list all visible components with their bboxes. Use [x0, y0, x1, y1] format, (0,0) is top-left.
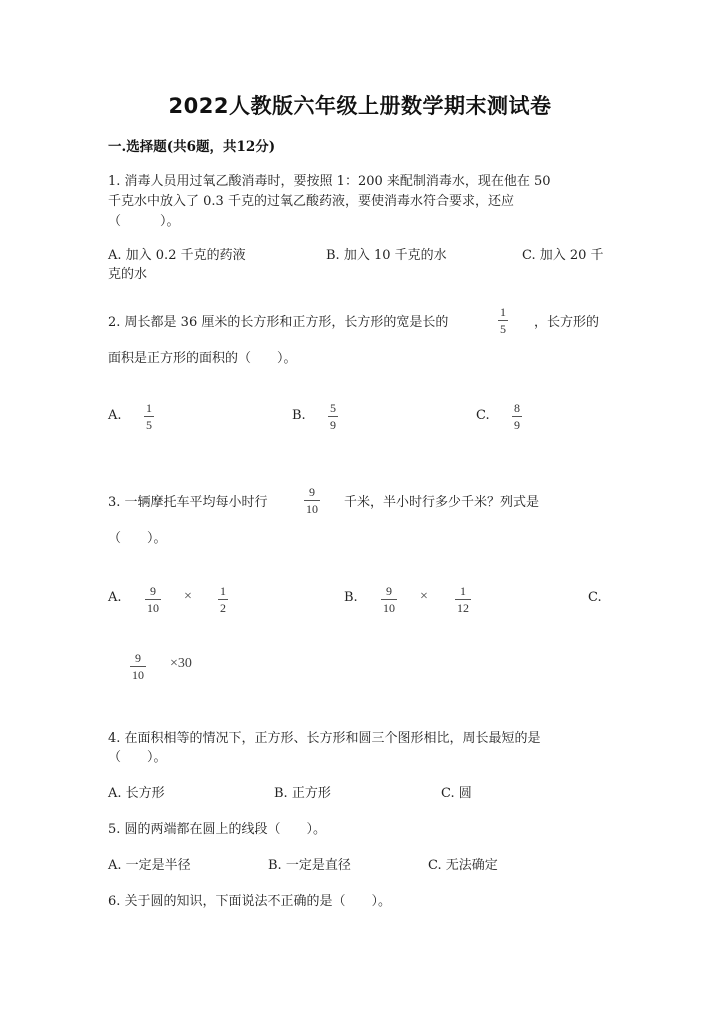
fraction-denominator: 10	[306, 502, 318, 516]
question-1-line-2: 千克水中放入了 0.3 千克的过氧乙酸药液，要使消毒水符合要求，还应	[108, 194, 514, 209]
question-3-option-a-fraction-1	[145, 584, 161, 615]
fraction-denominator: 9	[330, 418, 336, 432]
question-3-fraction	[304, 485, 320, 516]
question-3-option-b-fraction-2	[455, 584, 471, 615]
question-4-option-a: A. 长方形	[108, 786, 165, 801]
section-heading: 一.选择题(共6题，共12分)	[108, 139, 276, 155]
question-3-line-1-end: 千米，半小时行多少千米？列式是	[344, 495, 540, 510]
fraction-numerator: 9	[135, 651, 141, 665]
fraction-bar	[455, 599, 471, 600]
question-2-option-a-fraction	[144, 401, 154, 432]
fraction-bar	[145, 599, 161, 600]
question-1-option-c-continued: 克的水	[108, 267, 148, 282]
fraction-bar	[304, 500, 320, 501]
question-2-line-1: 2. 周长都是 36 厘米的长方形和正方形，长方形的宽是长的	[108, 315, 449, 330]
fraction-numerator: 1	[460, 584, 466, 598]
question-2-line-2: 面积是正方形的面积的（ ）。	[108, 351, 297, 366]
question-1-option-c: C. 加入 20 千	[522, 248, 604, 263]
fraction-bar	[144, 416, 154, 417]
multiply-icon: ×	[184, 589, 192, 604]
question-3-option-c-label: C.	[588, 590, 602, 605]
fraction-numerator: 1	[220, 584, 226, 598]
question-3-line-2: （ ）。	[108, 531, 167, 546]
fraction-denominator: 2	[220, 601, 226, 615]
question-4-line-2: （ ）。	[108, 750, 167, 765]
fraction-bar	[218, 599, 228, 600]
question-2-option-a-label: A.	[108, 408, 122, 423]
question-3-option-a-label: A.	[108, 590, 122, 605]
fraction-numerator: 9	[150, 584, 156, 598]
fraction-numerator: 8	[514, 401, 520, 415]
fraction-bar	[512, 416, 522, 417]
question-2-line-1-end: ，长方形的	[534, 315, 600, 330]
question-1-line-1: 1. 消毒人员用过氧乙酸消毒时，要按照 1：200 来配制消毒水，现在他在 50	[108, 174, 551, 189]
fraction-denominator: 9	[514, 418, 520, 432]
question-5-line-1: 5. 圆的两端都在圆上的线段（ ）。	[108, 822, 327, 837]
question-1-option-a: A. 加入 0.2 千克的药液	[108, 248, 246, 263]
fraction-numerator: 1	[146, 401, 152, 415]
question-2-option-c-fraction	[512, 401, 522, 432]
fraction-denominator: 10	[132, 668, 144, 682]
fraction-bar	[328, 416, 338, 417]
question-3-option-c-fraction	[130, 651, 146, 682]
fraction-denominator: 10	[147, 601, 159, 615]
fraction-numerator: 9	[386, 584, 392, 598]
question-2-option-b-fraction	[328, 401, 338, 432]
question-3-option-b-fraction-1	[381, 584, 397, 615]
fraction-denominator: 10	[383, 601, 395, 615]
question-5-option-a: A. 一定是半径	[108, 858, 191, 873]
question-3-option-c-multiplier: ×30	[170, 656, 192, 671]
question-3-option-b-label: B.	[344, 590, 358, 605]
question-2-option-c-label: C.	[476, 408, 490, 423]
document-title: 2022人教版六年级上册数学期末测试卷	[168, 94, 552, 118]
question-6-line-1: 6. 关于圆的知识，下面说法不正确的是（ ）。	[108, 894, 392, 909]
question-1-option-b: B. 加入 10 千克的水	[326, 248, 447, 263]
question-2-fraction	[498, 305, 508, 336]
multiply-icon: ×	[420, 589, 428, 604]
question-4-line-1: 4. 在面积相等的情况下，正方形、长方形和圆三个图形相比，周长最短的是	[108, 731, 541, 746]
fraction-numerator: 1	[500, 305, 506, 319]
question-4-option-c: C. 圆	[441, 786, 472, 801]
fraction-bar	[498, 320, 508, 321]
fraction-denominator: 5	[500, 322, 506, 336]
fraction-numerator: 9	[309, 485, 315, 499]
fraction-denominator: 12	[457, 601, 469, 615]
fraction-bar	[130, 666, 146, 667]
fraction-bar	[381, 599, 397, 600]
question-5-option-b: B. 一定是直径	[268, 858, 351, 873]
question-3-line-1: 3. 一辆摩托车平均每小时行	[108, 495, 268, 510]
question-2-option-b-label: B.	[292, 408, 306, 423]
fraction-denominator: 5	[146, 418, 152, 432]
fraction-numerator: 5	[330, 401, 336, 415]
question-1-line-3: （ ）。	[108, 214, 180, 229]
question-3-option-a-fraction-2	[218, 584, 228, 615]
question-5-option-c: C. 无法确定	[428, 858, 498, 873]
question-4-option-b: B. 正方形	[274, 786, 331, 801]
